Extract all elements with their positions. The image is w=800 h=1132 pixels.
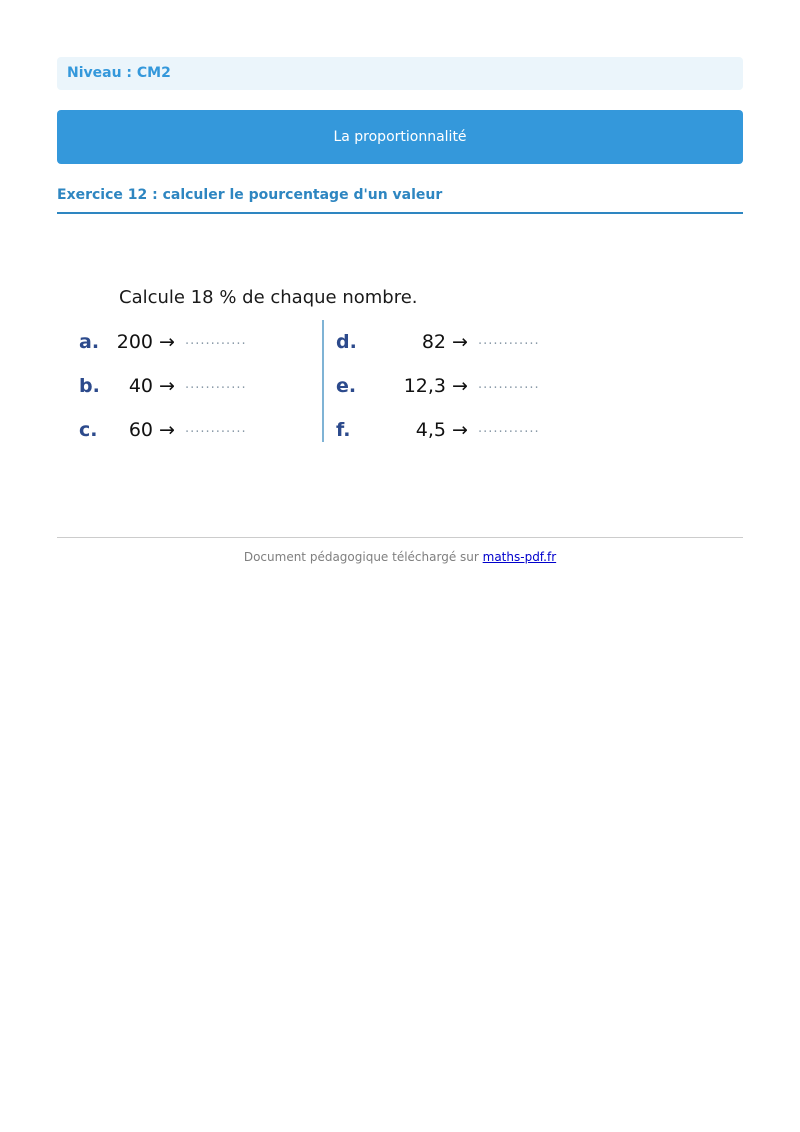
answer-blank: ............ — [185, 377, 247, 392]
item-letter: a. — [79, 331, 100, 353]
item-letter: b. — [79, 375, 100, 397]
item-value: 200 — [116, 331, 153, 353]
item-letter: d. — [336, 331, 357, 353]
answer-blank: ............ — [478, 421, 540, 436]
arrow-icon: → — [452, 331, 468, 353]
arrow-icon: → — [159, 375, 175, 397]
footer-text: Document pédagogique téléchargé sur — [243, 550, 483, 564]
item-letter: e. — [336, 375, 357, 397]
arrow-icon: → — [452, 419, 468, 441]
column-divider — [322, 320, 324, 442]
item-value: 82 — [421, 331, 446, 353]
item-letter: f. — [336, 419, 351, 441]
answer-blank: ............ — [185, 421, 247, 436]
arrow-icon: → — [159, 331, 175, 353]
arrow-icon: → — [159, 419, 175, 441]
answer-blank: ............ — [478, 333, 540, 348]
exercise-instruction: Calcule 18 % de chaque nombre. — [119, 287, 418, 308]
answer-blank: ............ — [478, 377, 540, 392]
exercise-figure — [57, 230, 743, 490]
item-value: 60 — [128, 419, 153, 441]
arrow-icon: → — [452, 375, 468, 397]
exercise-title: Exercice 12 : calculer le pourcentage d'un valeur — [57, 184, 743, 214]
item-value: 40 — [128, 375, 153, 397]
item-value: 4,5 — [415, 419, 446, 441]
footer-divider — [57, 537, 743, 538]
item-letter: c. — [79, 419, 98, 441]
footer-link[interactable]: maths-pdf.fr — [482, 550, 557, 564]
page-title-banner: La proportionnalité — [57, 110, 743, 164]
level-label: Niveau : CM2 — [57, 57, 743, 90]
item-value: 12,3 — [403, 375, 446, 397]
footer — [57, 550, 743, 564]
answer-blank: ............ — [185, 333, 247, 348]
